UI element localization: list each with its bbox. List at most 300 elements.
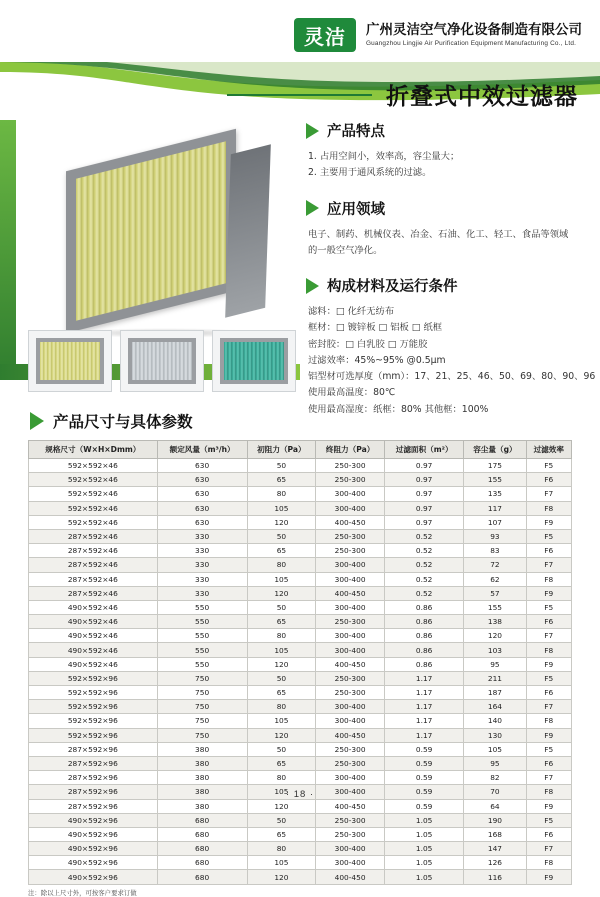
table-cell: 300-400 <box>316 558 385 572</box>
section-line: 过滤效率：45%~95% @0.5μm <box>308 354 446 366</box>
section-heading <box>306 275 586 296</box>
table-row <box>29 643 572 657</box>
table-cell: 120 <box>247 515 316 529</box>
table-cell: F6 <box>526 827 571 841</box>
table-cell: 65 <box>247 615 316 629</box>
table-cell: 80 <box>247 771 316 785</box>
table-cell: 490×592×96 <box>29 870 158 884</box>
section-line: 的一般空气净化。 <box>308 244 383 256</box>
table-cell: 287×592×46 <box>29 544 158 558</box>
table-row <box>29 870 572 884</box>
section-line: 密封胶：□ 白乳胶 □ 万能胶 <box>308 338 428 350</box>
table-cell: 250-300 <box>316 671 385 685</box>
table-cell: F7 <box>526 771 571 785</box>
table-cell: 93 <box>464 529 526 543</box>
table-cell: 630 <box>157 501 247 515</box>
table-cell: 400-450 <box>316 657 385 671</box>
table-cell: 490×592×46 <box>29 629 158 643</box>
section-title: 构成材料及运行条件 <box>327 279 458 296</box>
table-cell: 117 <box>464 501 526 515</box>
table-cell: 592×592×46 <box>29 501 158 515</box>
table-row <box>29 600 572 614</box>
arrow-right-icon <box>306 278 319 294</box>
table-cell: F5 <box>526 813 571 827</box>
table-cell: 120 <box>247 799 316 813</box>
table-row <box>29 671 572 685</box>
table-row <box>29 487 572 501</box>
product-main-image <box>58 132 276 332</box>
table-cell: 680 <box>157 856 247 870</box>
table-cell: 490×592×46 <box>29 600 158 614</box>
table-cell: 287×592×96 <box>29 799 158 813</box>
table-cell: F9 <box>526 728 571 742</box>
table-column-header: 容尘量（g） <box>464 441 526 459</box>
table-row <box>29 771 572 785</box>
table-cell: 1.17 <box>384 728 463 742</box>
table-cell: F8 <box>526 785 571 799</box>
table-cell: 287×592×46 <box>29 572 158 586</box>
table-cell: 400-450 <box>316 515 385 529</box>
table-cell: 130 <box>464 728 526 742</box>
table-cell: 65 <box>247 756 316 770</box>
table-cell: 62 <box>464 572 526 586</box>
table-cell: 0.97 <box>384 487 463 501</box>
table-cell: F5 <box>526 459 571 473</box>
table-cell: F9 <box>526 657 571 671</box>
table-cell: 50 <box>247 671 316 685</box>
table-cell: F5 <box>526 671 571 685</box>
table-row <box>29 615 572 629</box>
table-cell: 1.17 <box>384 671 463 685</box>
table-cell: F6 <box>526 615 571 629</box>
table-header-row <box>29 441 572 459</box>
table-column-header: 过滤效率 <box>526 441 571 459</box>
table-cell: 300-400 <box>316 785 385 799</box>
table-row <box>29 501 572 515</box>
table-cell: 490×592×96 <box>29 813 158 827</box>
table-cell: 0.59 <box>384 785 463 799</box>
table-cell: F6 <box>526 473 571 487</box>
table-cell: 105 <box>247 501 316 515</box>
table-row <box>29 515 572 529</box>
table-cell: 250-300 <box>316 529 385 543</box>
table-cell: 400-450 <box>316 728 385 742</box>
table-cell: 0.97 <box>384 459 463 473</box>
table-cell: 250-300 <box>316 827 385 841</box>
table-cell: 50 <box>247 600 316 614</box>
arrow-right-icon <box>306 200 319 216</box>
table-cell: 0.52 <box>384 558 463 572</box>
table-cell: 64 <box>464 799 526 813</box>
table-cell: 120 <box>464 629 526 643</box>
table-cell: 750 <box>157 686 247 700</box>
table-cell: 550 <box>157 643 247 657</box>
table-cell: F8 <box>526 572 571 586</box>
table-cell: F5 <box>526 742 571 756</box>
table-cell: F6 <box>526 544 571 558</box>
table-cell: 250-300 <box>316 544 385 558</box>
table-cell: 250-300 <box>316 756 385 770</box>
table-cell: 1.05 <box>384 813 463 827</box>
table-cell: 592×592×96 <box>29 671 158 685</box>
table-cell: 164 <box>464 700 526 714</box>
table-cell: 1.05 <box>384 827 463 841</box>
section-body <box>306 304 596 418</box>
table-cell: 175 <box>464 459 526 473</box>
section-line: 1. 占用空间小，效率高，容尘量大； <box>308 151 460 162</box>
table-row <box>29 756 572 770</box>
table-cell: 105 <box>247 785 316 799</box>
table-cell: 630 <box>157 515 247 529</box>
table-cell: 0.97 <box>384 501 463 515</box>
table-cell: 550 <box>157 657 247 671</box>
table-cell: 750 <box>157 728 247 742</box>
page-title: 折叠式中效过滤器 <box>386 84 578 110</box>
table-cell: 50 <box>247 459 316 473</box>
table-cell: 330 <box>157 558 247 572</box>
table-cell: 105 <box>247 572 316 586</box>
table-cell: 300-400 <box>316 600 385 614</box>
table-cell: 72 <box>464 558 526 572</box>
table-cell: 592×592×46 <box>29 487 158 501</box>
table-cell: 0.86 <box>384 600 463 614</box>
table-cell: 0.59 <box>384 771 463 785</box>
table-cell: 592×592×96 <box>29 700 158 714</box>
table-cell: 0.97 <box>384 473 463 487</box>
table-cell: F7 <box>526 629 571 643</box>
table-row <box>29 558 572 572</box>
spec-table-section <box>0 410 600 897</box>
table-cell: 630 <box>157 473 247 487</box>
table-cell: 80 <box>247 487 316 501</box>
table-row <box>29 657 572 671</box>
table-cell: 330 <box>157 544 247 558</box>
thumb-yellow-pleat-filter <box>28 330 112 392</box>
table-cell: 400-450 <box>316 799 385 813</box>
table-cell: 0.86 <box>384 615 463 629</box>
table-cell: 0.97 <box>384 515 463 529</box>
table-cell: 400-450 <box>316 870 385 884</box>
table-cell: 287×592×96 <box>29 756 158 770</box>
table-cell: 680 <box>157 870 247 884</box>
table-cell: 300-400 <box>316 700 385 714</box>
table-row <box>29 799 572 813</box>
table-cell: 103 <box>464 643 526 657</box>
table-row <box>29 728 572 742</box>
table-cell: 120 <box>247 586 316 600</box>
table-cell: 82 <box>464 771 526 785</box>
table-cell: 120 <box>247 870 316 884</box>
table-cell: 80 <box>247 629 316 643</box>
table-cell: 380 <box>157 785 247 799</box>
table-cell: F9 <box>526 586 571 600</box>
spec-text-column <box>306 120 596 434</box>
thumb-media <box>40 342 100 380</box>
table-cell: 0.86 <box>384 643 463 657</box>
section-line: 使用最高湿度：纸框：80% 其他框：100% <box>308 403 489 415</box>
section-line: 框材：□ 镀锌板 □ 铝板 □ 纸框 <box>308 322 443 334</box>
table-cell: 300-400 <box>316 643 385 657</box>
table-cell: 105 <box>464 742 526 756</box>
arrow-right-icon <box>30 412 44 430</box>
section-product-features <box>306 120 586 182</box>
table-row <box>29 842 572 856</box>
table-column-header: 初阻力（Pa） <box>247 441 316 459</box>
table-cell: 0.59 <box>384 742 463 756</box>
table-cell: 1.17 <box>384 700 463 714</box>
table-cell: 1.17 <box>384 686 463 700</box>
table-cell: 380 <box>157 771 247 785</box>
section-line: 电子、制药、机械仪表、冶金、石油、化工、轻工、食品等领域 <box>308 228 569 240</box>
table-cell: 0.52 <box>384 572 463 586</box>
table-row <box>29 700 572 714</box>
table-row <box>29 544 572 558</box>
table-cell: 630 <box>157 459 247 473</box>
spec-table-head <box>29 441 572 459</box>
table-cell: 95 <box>464 756 526 770</box>
table-cell: 380 <box>157 756 247 770</box>
table-cell: 380 <box>157 742 247 756</box>
table-cell: 680 <box>157 842 247 856</box>
table-cell: 0.52 <box>384 544 463 558</box>
table-cell: 287×592×96 <box>29 785 158 799</box>
section-title: 应用领域 <box>327 201 385 218</box>
table-column-header: 额定风量（m³/h） <box>157 441 247 459</box>
table-cell: 105 <box>247 714 316 728</box>
table-cell: 105 <box>247 856 316 870</box>
table-cell: F5 <box>526 600 571 614</box>
table-cell: 300-400 <box>316 856 385 870</box>
table-cell: 550 <box>157 615 247 629</box>
table-cell: 135 <box>464 487 526 501</box>
table-row <box>29 586 572 600</box>
table-cell: F7 <box>526 487 571 501</box>
table-cell: 287×592×46 <box>29 586 158 600</box>
table-cell: 330 <box>157 529 247 543</box>
section-title: 产品特点 <box>327 124 385 140</box>
table-cell: 287×592×46 <box>29 558 158 572</box>
table-cell: 0.86 <box>384 629 463 643</box>
table-cell: 750 <box>157 700 247 714</box>
thumb-media <box>224 342 284 380</box>
table-cell: 592×592×96 <box>29 728 158 742</box>
spec-table-body <box>29 459 572 885</box>
filter-side-panel <box>225 144 271 317</box>
table-cell: 1.17 <box>384 714 463 728</box>
table-cell: 0.59 <box>384 756 463 770</box>
table-cell: 300-400 <box>316 501 385 515</box>
table-cell: F9 <box>526 515 571 529</box>
table-cell: F8 <box>526 501 571 515</box>
table-column-header: 规格尺寸（W×H×Dmm） <box>29 441 158 459</box>
company-name-en: Guangzhou Lingjie Air Purification Equipment Manufacturing Co., Ltd. <box>366 40 577 48</box>
table-row <box>29 856 572 870</box>
thumb-media <box>132 342 192 380</box>
arrow-right-icon <box>306 123 319 139</box>
table-cell: 490×592×96 <box>29 842 158 856</box>
section-heading <box>306 120 586 141</box>
table-cell: 330 <box>157 572 247 586</box>
table-row <box>29 813 572 827</box>
left-green-bar <box>0 120 16 380</box>
table-cell: 0.52 <box>384 529 463 543</box>
table-cell: 300-400 <box>316 629 385 643</box>
table-row <box>29 686 572 700</box>
table-cell: 330 <box>157 586 247 600</box>
table-cell: F7 <box>526 558 571 572</box>
table-cell: 190 <box>464 813 526 827</box>
table-cell: 50 <box>247 742 316 756</box>
table-cell: 80 <box>247 700 316 714</box>
table-row <box>29 572 572 586</box>
table-cell: 750 <box>157 671 247 685</box>
table-cell: F7 <box>526 700 571 714</box>
table-cell: 300-400 <box>316 572 385 586</box>
spec-table <box>28 440 572 885</box>
section-materials-and-conditions <box>306 275 596 418</box>
table-cell: 250-300 <box>316 742 385 756</box>
table-cell: 65 <box>247 473 316 487</box>
table-cell: 70 <box>464 785 526 799</box>
table-cell: 490×592×96 <box>29 827 158 841</box>
table-cell: 300-400 <box>316 771 385 785</box>
table-cell: 380 <box>157 799 247 813</box>
section-body <box>306 149 586 182</box>
table-cell: 550 <box>157 600 247 614</box>
table-row <box>29 529 572 543</box>
table-cell: 250-300 <box>316 459 385 473</box>
section-line: 2. 主要用于通风系统的过滤。 <box>308 167 432 179</box>
table-cell: 300-400 <box>316 487 385 501</box>
table-cell: 65 <box>247 544 316 558</box>
table-cell: 750 <box>157 714 247 728</box>
page-title-row <box>0 78 600 111</box>
table-cell: 0.59 <box>384 799 463 813</box>
table-cell: 250-300 <box>316 813 385 827</box>
table-cell: 50 <box>247 813 316 827</box>
thumb-green-pleat-filter <box>212 330 296 392</box>
table-cell: 287×592×96 <box>29 771 158 785</box>
table-row <box>29 629 572 643</box>
table-cell: F6 <box>526 686 571 700</box>
table-cell: 57 <box>464 586 526 600</box>
spec-table-title: 产品尺寸与具体参数 <box>53 413 193 431</box>
table-cell: 120 <box>247 657 316 671</box>
table-cell: F6 <box>526 756 571 770</box>
table-cell: 65 <box>247 686 316 700</box>
table-cell: F9 <box>526 799 571 813</box>
table-cell: 1.05 <box>384 842 463 856</box>
table-cell: 187 <box>464 686 526 700</box>
table-column-header: 过滤面积（m²） <box>384 441 463 459</box>
table-cell: 147 <box>464 842 526 856</box>
table-row <box>29 714 572 728</box>
table-cell: 0.86 <box>384 657 463 671</box>
table-cell: 250-300 <box>316 473 385 487</box>
table-cell: 287×592×46 <box>29 529 158 543</box>
table-cell: 0.52 <box>384 586 463 600</box>
table-cell: 592×592×96 <box>29 686 158 700</box>
company-name-cn: 广州灵洁空气净化设备制造有限公司 <box>366 21 582 38</box>
table-cell: 400-450 <box>316 586 385 600</box>
table-cell: F8 <box>526 714 571 728</box>
table-cell: 490×592×46 <box>29 657 158 671</box>
table-cell: F7 <box>526 842 571 856</box>
table-cell: 592×592×46 <box>29 473 158 487</box>
table-cell: 116 <box>464 870 526 884</box>
table-column-header: 终阻力（Pa） <box>316 441 385 459</box>
table-cell: 550 <box>157 629 247 643</box>
section-line: 使用最高温度：80℃ <box>308 387 396 399</box>
company-logo: 灵洁 <box>294 18 356 52</box>
brand-block <box>294 18 582 52</box>
table-cell: 300-400 <box>316 842 385 856</box>
section-application-fields <box>306 198 586 260</box>
section-body <box>306 227 586 260</box>
table-cell: 80 <box>247 558 316 572</box>
hero-area <box>0 120 600 415</box>
table-cell: 680 <box>157 813 247 827</box>
table-cell: 1.05 <box>384 870 463 884</box>
table-cell: 168 <box>464 827 526 841</box>
table-cell: 80 <box>247 842 316 856</box>
table-cell: 490×592×96 <box>29 856 158 870</box>
table-cell: 120 <box>247 728 316 742</box>
table-cell: F5 <box>526 529 571 543</box>
table-row <box>29 459 572 473</box>
thumb-grey-pleat-filter <box>120 330 204 392</box>
table-cell: 250-300 <box>316 615 385 629</box>
table-cell: 107 <box>464 515 526 529</box>
table-cell: 250-300 <box>316 686 385 700</box>
table-cell: 592×592×96 <box>29 714 158 728</box>
table-row <box>29 742 572 756</box>
table-cell: 1.05 <box>384 856 463 870</box>
spec-table-heading <box>0 410 600 432</box>
table-cell: 490×592×46 <box>29 615 158 629</box>
table-row <box>29 473 572 487</box>
title-rule <box>227 94 372 96</box>
section-line: 滤料：□ 化纤无纺布 <box>308 306 395 318</box>
table-cell: 65 <box>247 827 316 841</box>
company-name-block <box>366 22 582 49</box>
table-cell: 140 <box>464 714 526 728</box>
table-cell: 592×592×46 <box>29 459 158 473</box>
product-thumbnail-row <box>28 330 296 392</box>
table-cell: F9 <box>526 870 571 884</box>
table-cell: 630 <box>157 487 247 501</box>
table-cell: 592×592×46 <box>29 515 158 529</box>
table-cell: 155 <box>464 473 526 487</box>
table-cell: 680 <box>157 827 247 841</box>
table-cell: F8 <box>526 856 571 870</box>
main-content <box>0 120 600 415</box>
table-cell: 287×592×96 <box>29 742 158 756</box>
table-cell: 126 <box>464 856 526 870</box>
table-row <box>29 827 572 841</box>
spec-table-note: 注：除以上尺寸外，可按客户要求订做 <box>28 888 137 897</box>
table-cell: 155 <box>464 600 526 614</box>
table-cell: 105 <box>247 643 316 657</box>
table-cell: 138 <box>464 615 526 629</box>
section-line: 铝型材可选厚度（mm）：17、21、25、46、50、69、80、90、96 <box>308 371 596 383</box>
table-cell: 211 <box>464 671 526 685</box>
table-cell: F8 <box>526 643 571 657</box>
table-cell: 50 <box>247 529 316 543</box>
table-cell: 83 <box>464 544 526 558</box>
section-heading <box>306 198 586 219</box>
table-cell: 300-400 <box>316 714 385 728</box>
